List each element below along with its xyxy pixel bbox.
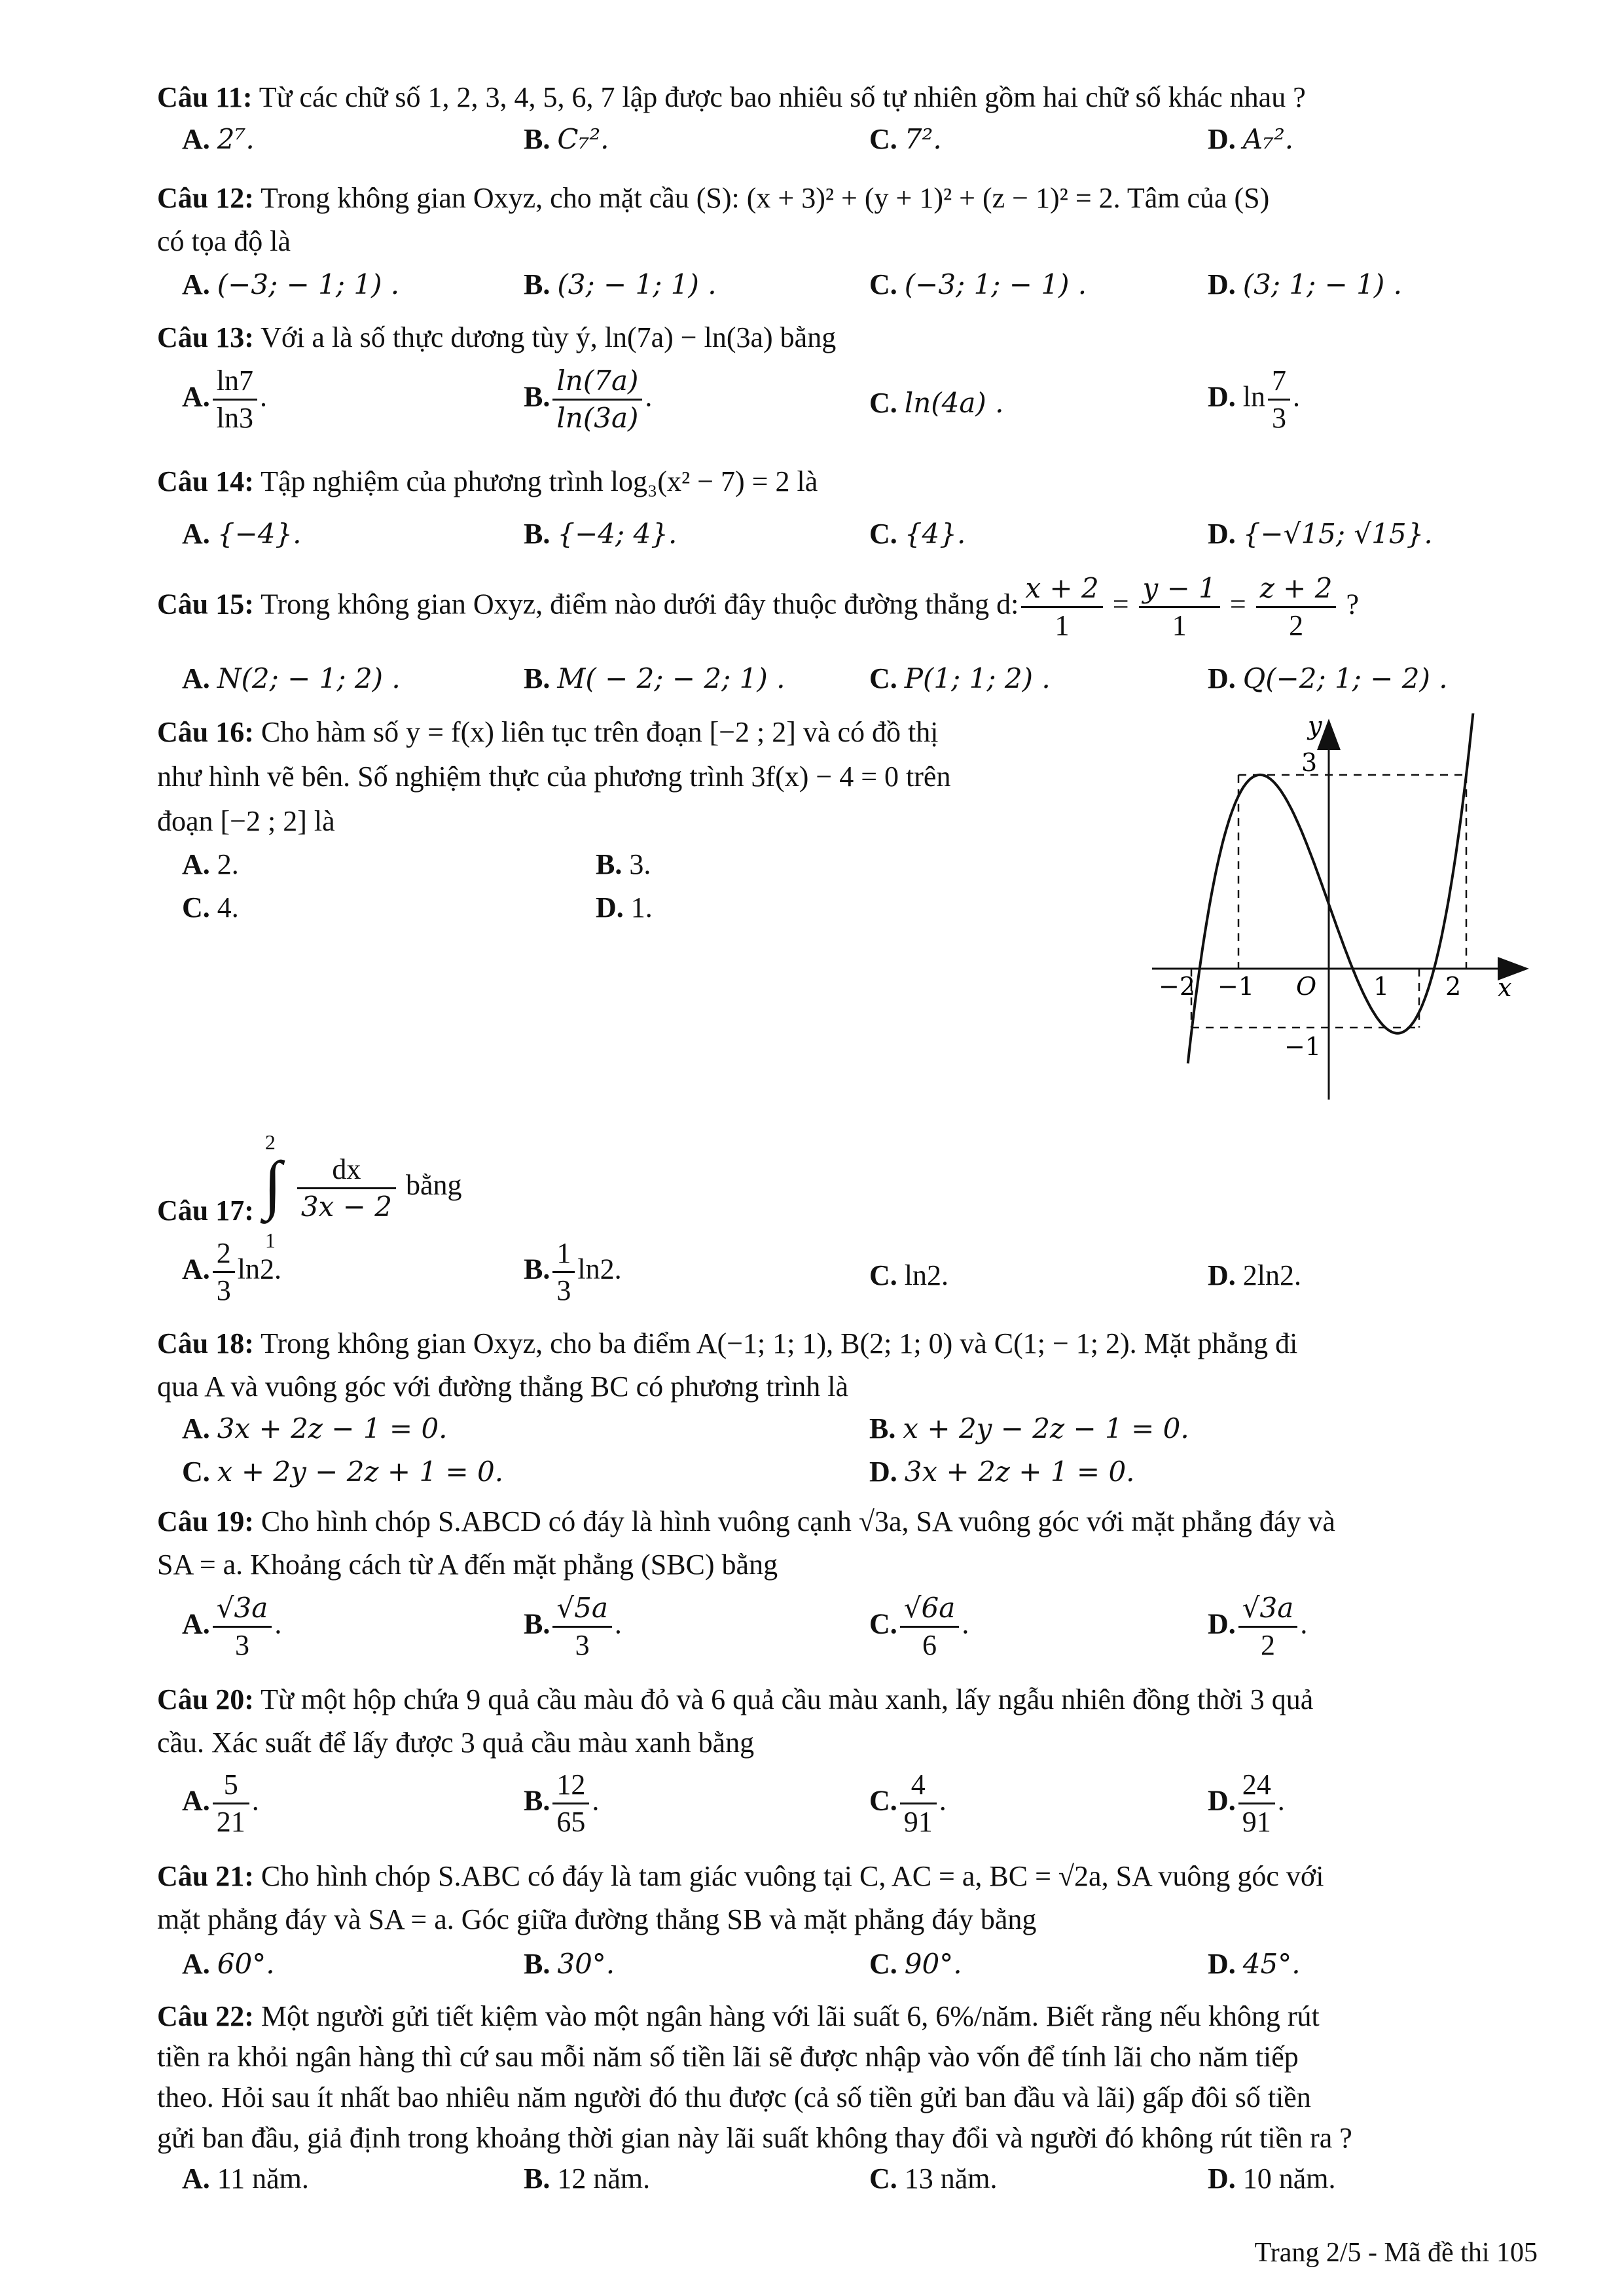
option-b[interactable]: B. 30°. <box>524 1948 615 1980</box>
option-a[interactable]: A. (−3; − 1; 1) . <box>182 268 400 300</box>
question-22: Câu 22: Một người gửi tiết kiệm vào một ngân hàng với lãi suất 6, 6%/năm. Biết rằng nếu không rút <box>157 2000 1320 2032</box>
question-19: Câu 19: Cho hình chóp S.ABCD có đáy là hình vuông cạnh √3a, SA vuông góc với mặt phẳng đáy và <box>157 1505 1335 1537</box>
option-a[interactable]: A. N(2; − 1; 2) . <box>182 662 401 694</box>
option-b[interactable]: B. $\frac{12}{65}$ . <box>524 1768 600 1838</box>
option-a[interactable]: A. 2. <box>182 848 239 880</box>
question-21: Câu 21: Cho hình chóp S.ABC có đáy là tam giác vuông tại C, AC = a, BC = √2a, SA vuông góc với <box>157 1860 1324 1892</box>
tick-label-1: 1 <box>1373 972 1390 1001</box>
option-c[interactable]: C. x + 2y − 2z + 1 = 0. <box>182 1456 504 1488</box>
option-b[interactable]: B. M( − 2; − 2; 1) . <box>524 662 785 694</box>
page-footer: Trang 2/5 - Mã đề thi 105 <box>1254 2238 1538 2268</box>
option-c[interactable]: C. P(1; 1; 2) . <box>869 662 1051 694</box>
option-c[interactable]: C. $\frac{4}{91}$ . <box>869 1768 947 1838</box>
option-b[interactable]: B. {−4; 4}. <box>524 518 677 550</box>
option-c[interactable]: C. 13 năm. <box>869 2162 998 2195</box>
question-12: Câu 12: Trong không gian Oxyz, cho mặt cầu (S): (x + 3)² + (y + 1)² + (z − 1)² = 2. Tâm của (S) <box>157 182 1270 214</box>
option-c[interactable]: C. ln(4a) . <box>869 387 1004 419</box>
option-b[interactable]: B. x + 2y − 2z − 1 = 0. <box>869 1412 1189 1444</box>
option-b[interactable]: B. 12 năm. <box>524 2162 651 2195</box>
question-17: Câu 17: 2 ∫ 1 $\frac{dx}{3x - 2}$ bằng <box>157 1130 462 1252</box>
option-b[interactable]: B. $\frac{\ln(7a)}{\ln(3a)}$ . <box>524 365 653 434</box>
option-d[interactable]: D. Q(−2; 1; − 2) . <box>1208 662 1448 694</box>
tick-label-3: 3 <box>1301 748 1318 777</box>
question-15: Câu 15: Trong không gian Oxyz, điểm nào dưới đây thuộc đường thẳng d: $\frac{x + 2}{1}$ = $\frac{y - 1}{1}$ = $\frac{z + 2}{2}$ ? <box>157 572 1359 641</box>
tick-label-2: 2 <box>1445 972 1462 1001</box>
option-a[interactable]: A. $\frac{2}{3}$ ln2. <box>182 1237 282 1306</box>
option-a[interactable]: A. {−4}. <box>182 518 302 550</box>
option-d[interactable]: D. ln $\frac{7}{3}$ . <box>1208 365 1301 434</box>
option-d[interactable]: D. 10 năm. <box>1208 2162 1336 2195</box>
question-text: SA = a. Khoảng cách từ A đến mặt phẳng (SBC) bằng <box>157 1549 778 1581</box>
origin-label: O <box>1296 972 1317 1001</box>
option-d[interactable]: D. 2ln2. <box>1208 1259 1302 1291</box>
option-a[interactable]: A. $\frac{5}{21}$ . <box>182 1768 259 1838</box>
option-a[interactable]: A. 2⁷. <box>182 123 255 155</box>
option-a[interactable]: A. 60°. <box>182 1948 275 1980</box>
option-c[interactable]: C. 4. <box>182 891 239 924</box>
tick-label-minus1-y: −1 <box>1284 1032 1322 1061</box>
question-text: cầu. Xác suất để lấy được 3 quả cầu màu xanh bằng <box>157 1727 755 1759</box>
option-d[interactable]: D. {−√15; √15}. <box>1208 518 1433 550</box>
option-d[interactable]: D. 45°. <box>1208 1948 1301 1980</box>
question-20: Câu 20: Từ một hộp chứa 9 quả cầu màu đỏ và 6 quả cầu màu xanh, lấy ngẫu nhiên đồng thời 3 quả <box>157 1683 1314 1715</box>
option-b[interactable]: B. C₇². <box>524 123 609 155</box>
option-d[interactable]: D. 3x + 2z + 1 = 0. <box>869 1456 1135 1488</box>
option-c[interactable]: C. 7². <box>869 123 942 155</box>
question-text: Từ các chữ số 1, 2, 3, 4, 5, 6, 7 lập được bao nhiêu số tự nhiên gồm hai chữ số khác nhau ? <box>259 81 1306 113</box>
option-b[interactable]: B. 3. <box>596 848 651 880</box>
option-b[interactable]: B. $\frac{√5a}{3}$ . <box>524 1592 622 1661</box>
option-a[interactable]: A. $\frac{√3a}{3}$ . <box>182 1592 282 1661</box>
option-c[interactable]: C. 90°. <box>869 1948 962 1980</box>
tick-label-minus1: −1 <box>1218 972 1255 1001</box>
option-a[interactable]: A. $\frac{\ln 7}{\ln 3}$ . <box>182 365 268 434</box>
question-text: đoạn [−2 ; 2] là <box>157 805 335 837</box>
question-text: theo. Hỏi sau ít nhất bao nhiêu năm người đó thu được (cả số tiền gửi ban đầu và lãi) gấp đôi số tiền <box>157 2081 1311 2113</box>
function-graph <box>1139 713 1532 1106</box>
question-13: Câu 13: Với a là số thực dương tùy ý, ln(7a) − ln(3a) bằng <box>157 321 837 353</box>
option-b[interactable]: B. $\frac{1}{3}$ ln2. <box>524 1237 622 1306</box>
curve-fx <box>1188 713 1473 1064</box>
question-text: mặt phẳng đáy và SA = a. Góc giữa đường thẳng SB và mặt phẳng đáy bằng <box>157 1903 1037 1935</box>
option-c[interactable]: C. {4}. <box>869 518 966 550</box>
option-c[interactable]: C. $\frac{√6a}{6}$ . <box>869 1592 969 1661</box>
option-b[interactable]: B. (3; − 1; 1) . <box>524 268 717 300</box>
option-d[interactable]: D. A₇². <box>1208 123 1294 155</box>
question-11 <box>157 77 1306 118</box>
question-text: có tọa độ là <box>157 225 291 257</box>
option-d[interactable]: D. $\frac{√3a}{2}$ . <box>1208 1592 1308 1661</box>
question-text: gửi ban đầu, giả định trong khoảng thời gian này lãi suất không thay đổi và người đó không rút tiền ra ? <box>157 2122 1352 2154</box>
x-axis-label: x <box>1498 973 1512 1002</box>
option-d[interactable]: D. 1. <box>596 891 653 924</box>
option-a[interactable]: A. 11 năm. <box>182 2162 309 2195</box>
question-text: tiền ra khỏi ngân hàng thì cứ sau mỗi năm số tiền lãi sẽ được nhập vào vốn để tính lãi cho năm tiếp <box>157 2041 1299 2073</box>
question-14: Câu 14: Tập nghiệm của phương trình log₃(x² − 7) = 2 là <box>157 465 818 497</box>
option-d[interactable]: D. (3; 1; − 1) . <box>1208 268 1402 300</box>
option-d[interactable]: D. $\frac{24}{91}$ . <box>1208 1768 1285 1838</box>
question-18: Câu 18: Trong không gian Oxyz, cho ba điểm A(−1; 1; 1), B(2; 1; 0) và C(1; − 1; 2). Mặt phẳng đi <box>157 1327 1298 1359</box>
question-text: như hình vẽ bên. Số nghiệm thực của phương trình 3f(x) − 4 = 0 trên <box>157 761 951 793</box>
question-16: Câu 16: Cho hàm số y = f(x) liên tục trên đoạn [−2 ; 2] và có đồ thị <box>157 716 939 748</box>
question-label: Câu 11: <box>157 81 253 113</box>
tick-label-minus2: −2 <box>1159 972 1196 1001</box>
option-a[interactable]: A. 3x + 2z − 1 = 0. <box>182 1412 448 1444</box>
option-c[interactable]: C. (−3; 1; − 1) . <box>869 268 1087 300</box>
y-axis-label: y <box>1308 713 1322 740</box>
question-text: qua A và vuông góc với đường thẳng BC có phương trình là <box>157 1371 849 1403</box>
option-c[interactable]: C. ln2. <box>869 1259 949 1291</box>
